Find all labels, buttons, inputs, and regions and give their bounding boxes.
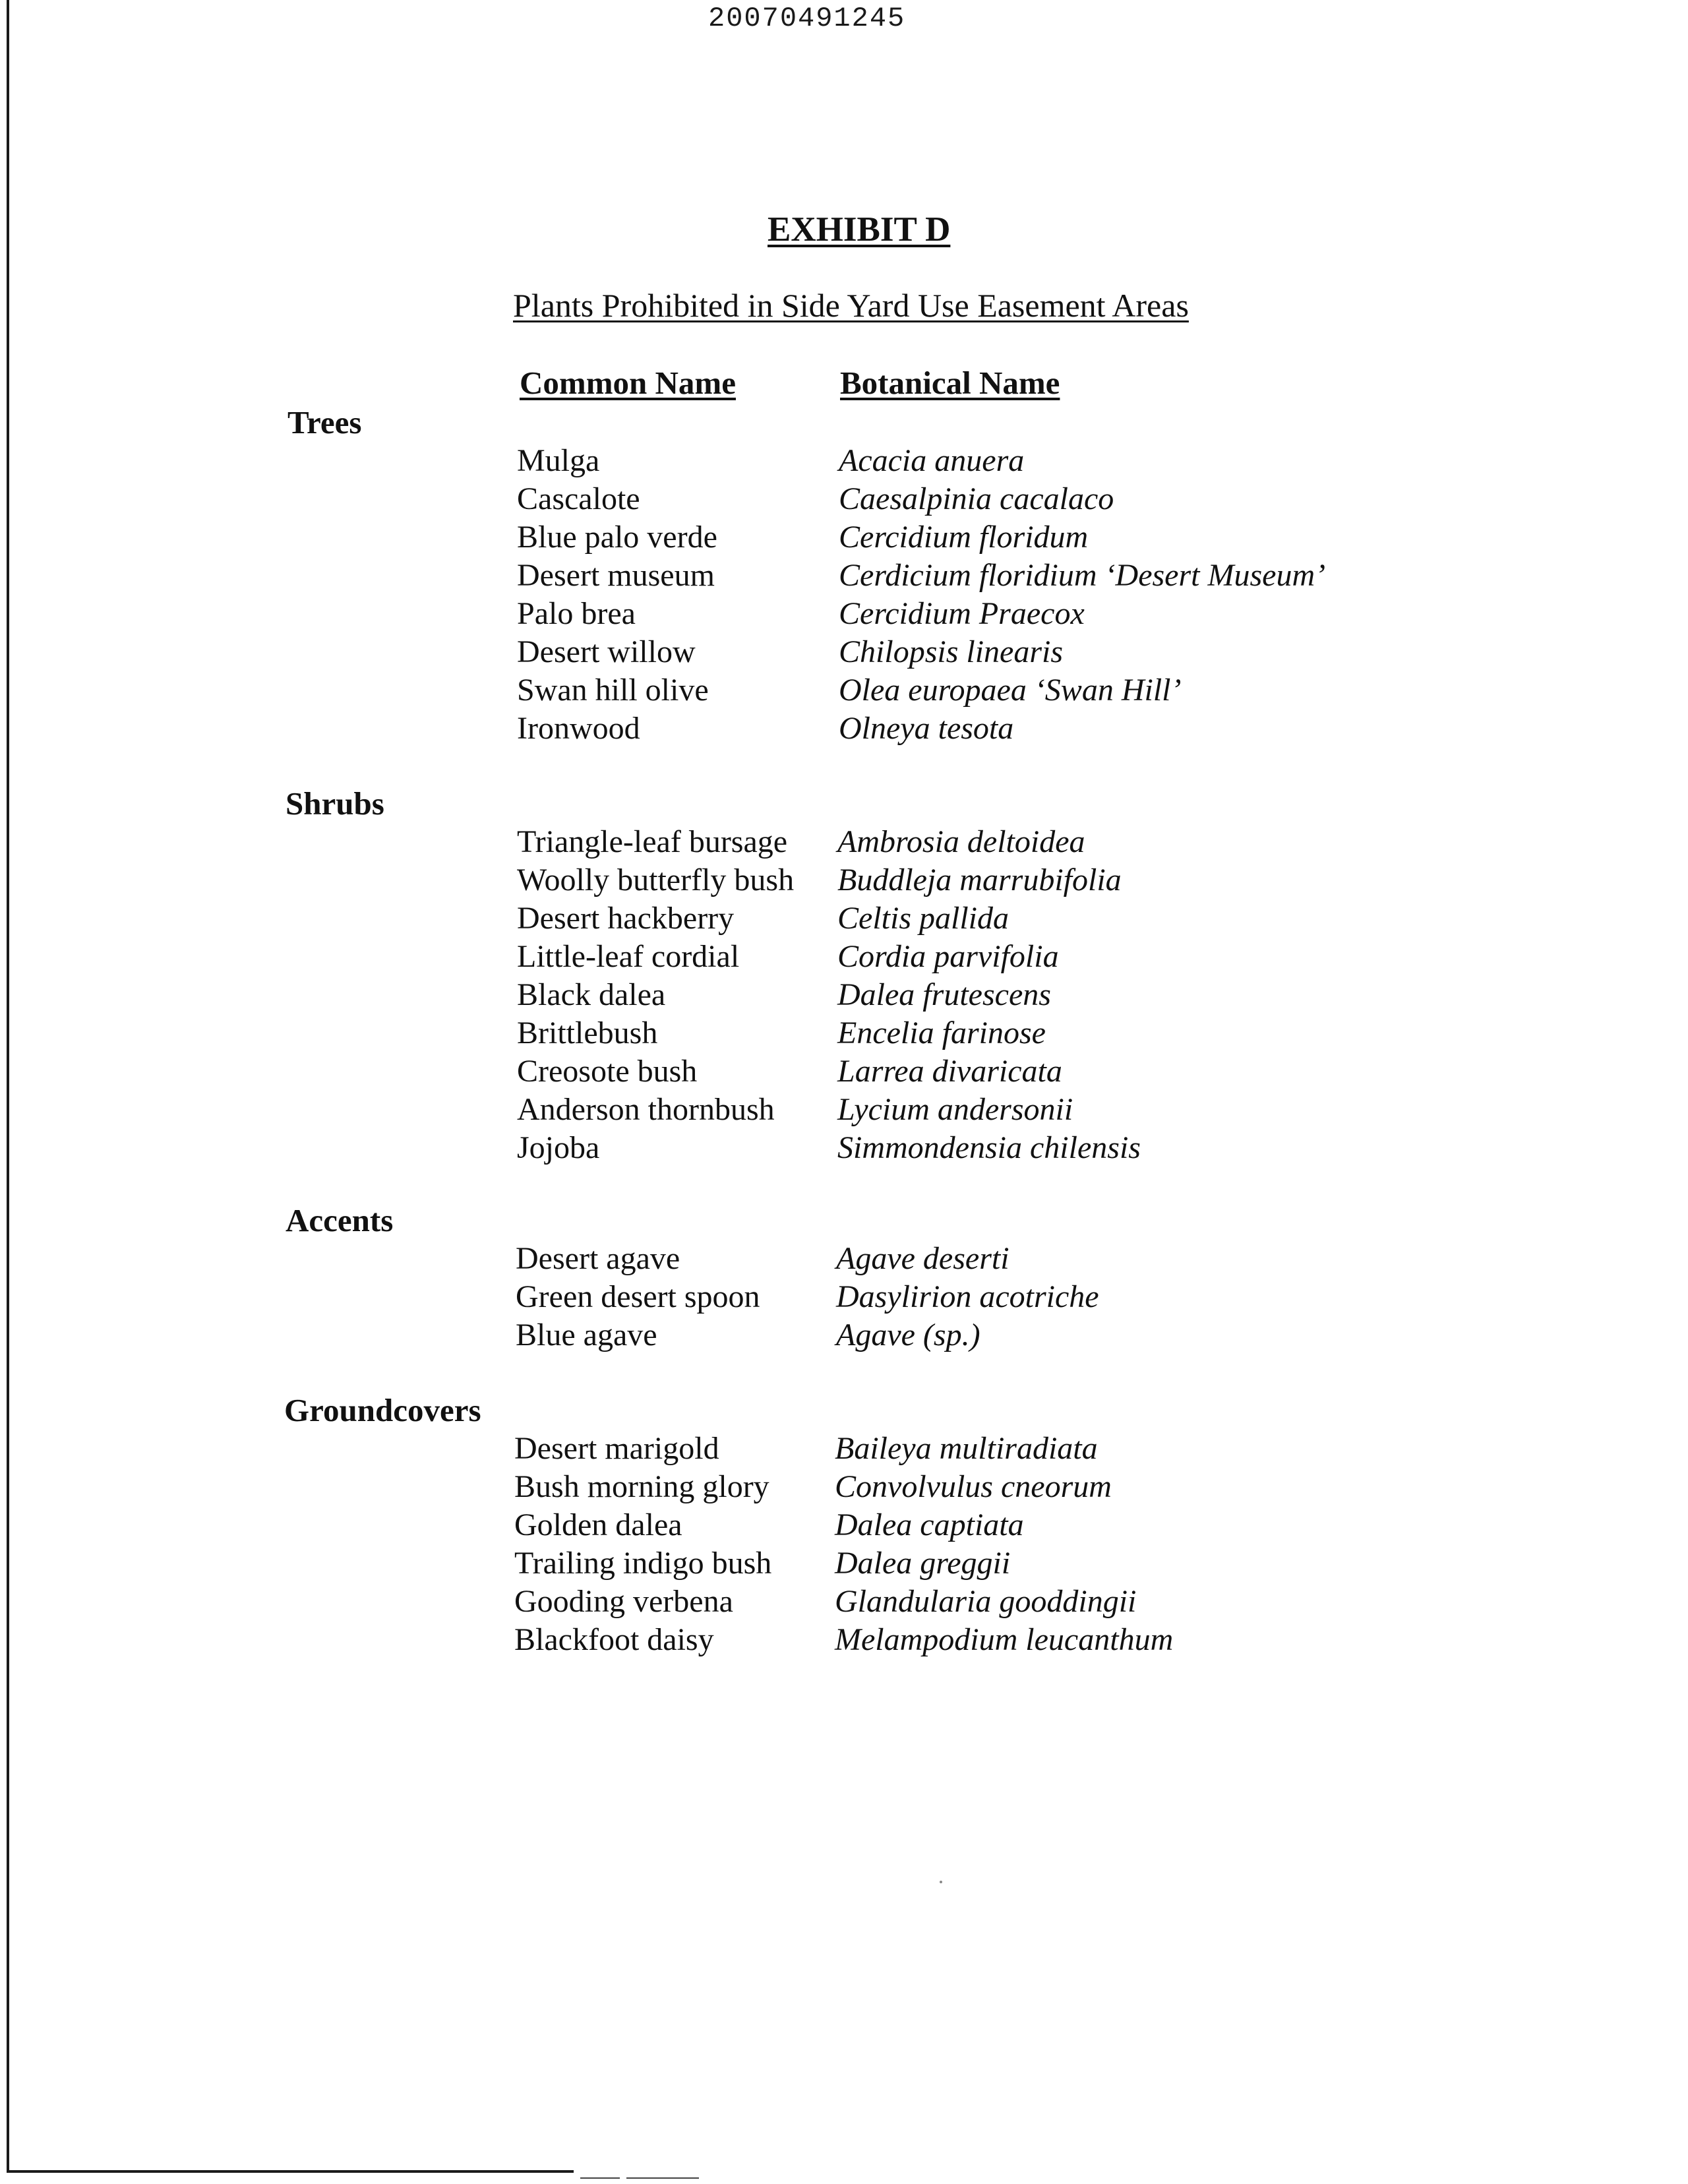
- plant-botanical-name: Baileya multiradiata: [835, 1431, 1098, 1466]
- plant-common-name: Desert marigold: [514, 1431, 719, 1466]
- scan-bottom-mark: [580, 2177, 620, 2179]
- plant-botanical-name: Dasylirion acotriche: [836, 1279, 1099, 1314]
- plant-botanical-name: Convolvulus cneorum: [835, 1469, 1112, 1504]
- plant-common-name: Palo brea: [517, 596, 636, 631]
- plant-common-name: Gooding verbena: [514, 1584, 733, 1619]
- plant-common-name: Green desert spoon: [516, 1279, 760, 1314]
- column-header-botanical-name: Botanical Name: [840, 365, 1060, 401]
- plant-botanical-name: Simmondensia chilensis: [837, 1130, 1141, 1165]
- plant-botanical-name: Dalea greggii: [835, 1546, 1011, 1581]
- scan-left-border: [7, 0, 9, 2173]
- category-label-trees: Trees: [287, 404, 362, 440]
- plant-common-name: Ironwood: [517, 711, 640, 746]
- plant-common-name: Desert willow: [517, 634, 696, 669]
- category-label-groundcovers: Groundcovers: [284, 1392, 481, 1428]
- plant-common-name: Blackfoot daisy: [514, 1622, 714, 1657]
- exhibit-title: EXHIBIT D: [768, 210, 951, 249]
- plant-botanical-name: Cerdicium floridium ‘Desert Museum’: [839, 558, 1326, 593]
- plant-botanical-name: Dalea frutescens: [837, 977, 1051, 1012]
- category-label-shrubs: Shrubs: [286, 785, 384, 822]
- plant-botanical-name: Agave deserti: [836, 1241, 1010, 1276]
- plant-botanical-name: Olea europaea ‘Swan Hill’: [839, 673, 1182, 708]
- plant-botanical-name: Larrea divaricata: [837, 1054, 1062, 1089]
- plant-botanical-name: Encelia farinose: [837, 1016, 1046, 1050]
- plant-common-name: Woolly butterfly bush: [517, 863, 795, 897]
- plant-common-name: Mulga: [517, 443, 600, 478]
- plant-botanical-name: Caesalpinia cacalaco: [839, 481, 1114, 516]
- plant-common-name: Golden dalea: [514, 1507, 682, 1542]
- plant-common-name: Anderson thornbush: [517, 1092, 775, 1127]
- plant-common-name: Black dalea: [517, 977, 666, 1012]
- scan-bottom-mark: [626, 2177, 699, 2179]
- plant-common-name: Triangle-leaf bursage: [517, 824, 788, 859]
- plant-botanical-name: Olneya tesota: [839, 711, 1014, 746]
- plant-botanical-name: Glandularia gooddingii: [835, 1584, 1137, 1619]
- plant-common-name: Creosote bush: [517, 1054, 698, 1089]
- scan-bottom-border: [7, 2170, 574, 2173]
- plant-botanical-name: Cercidium floridum: [839, 520, 1089, 555]
- plant-botanical-name: Dalea captiata: [835, 1507, 1024, 1542]
- plant-common-name: Little-leaf cordial: [517, 939, 740, 974]
- plant-common-name: Desert hackberry: [517, 901, 735, 936]
- plant-botanical-name: Buddleja marrubifolia: [837, 863, 1122, 897]
- plant-common-name: Trailing indigo bush: [514, 1546, 772, 1581]
- plant-common-name: Cascalote: [517, 481, 640, 516]
- plant-botanical-name: Chilopsis linearis: [839, 634, 1064, 669]
- plant-botanical-name: Ambrosia deltoidea: [837, 824, 1085, 859]
- plant-botanical-name: Cordia parvifolia: [837, 939, 1059, 974]
- plant-common-name: Blue palo verde: [517, 520, 717, 555]
- plant-common-name: Swan hill olive: [517, 673, 709, 708]
- plant-botanical-name: Agave (sp.): [836, 1318, 980, 1352]
- column-header-common-name: Common Name: [520, 365, 736, 401]
- plant-common-name: Desert museum: [517, 558, 715, 593]
- plant-botanical-name: Celtis pallida: [837, 901, 1010, 936]
- plant-common-name: Brittlebush: [517, 1016, 658, 1050]
- plant-botanical-name: Cercidium Praecox: [839, 596, 1085, 631]
- scan-speck: [940, 1881, 942, 1883]
- plant-botanical-name: Acacia anuera: [839, 443, 1025, 478]
- plant-botanical-name: Lycium andersonii: [837, 1092, 1073, 1127]
- exhibit-subtitle: Plants Prohibited in Side Yard Use Easement Areas: [513, 287, 1189, 324]
- plant-botanical-name: Melampodium leucanthum: [835, 1622, 1174, 1657]
- document-number: 20070491245: [708, 3, 906, 34]
- plant-common-name: Jojoba: [517, 1130, 600, 1165]
- category-label-accents: Accents: [286, 1202, 394, 1238]
- plant-common-name: Blue agave: [516, 1318, 657, 1352]
- plant-common-name: Bush morning glory: [514, 1469, 769, 1504]
- plant-common-name: Desert agave: [516, 1241, 680, 1276]
